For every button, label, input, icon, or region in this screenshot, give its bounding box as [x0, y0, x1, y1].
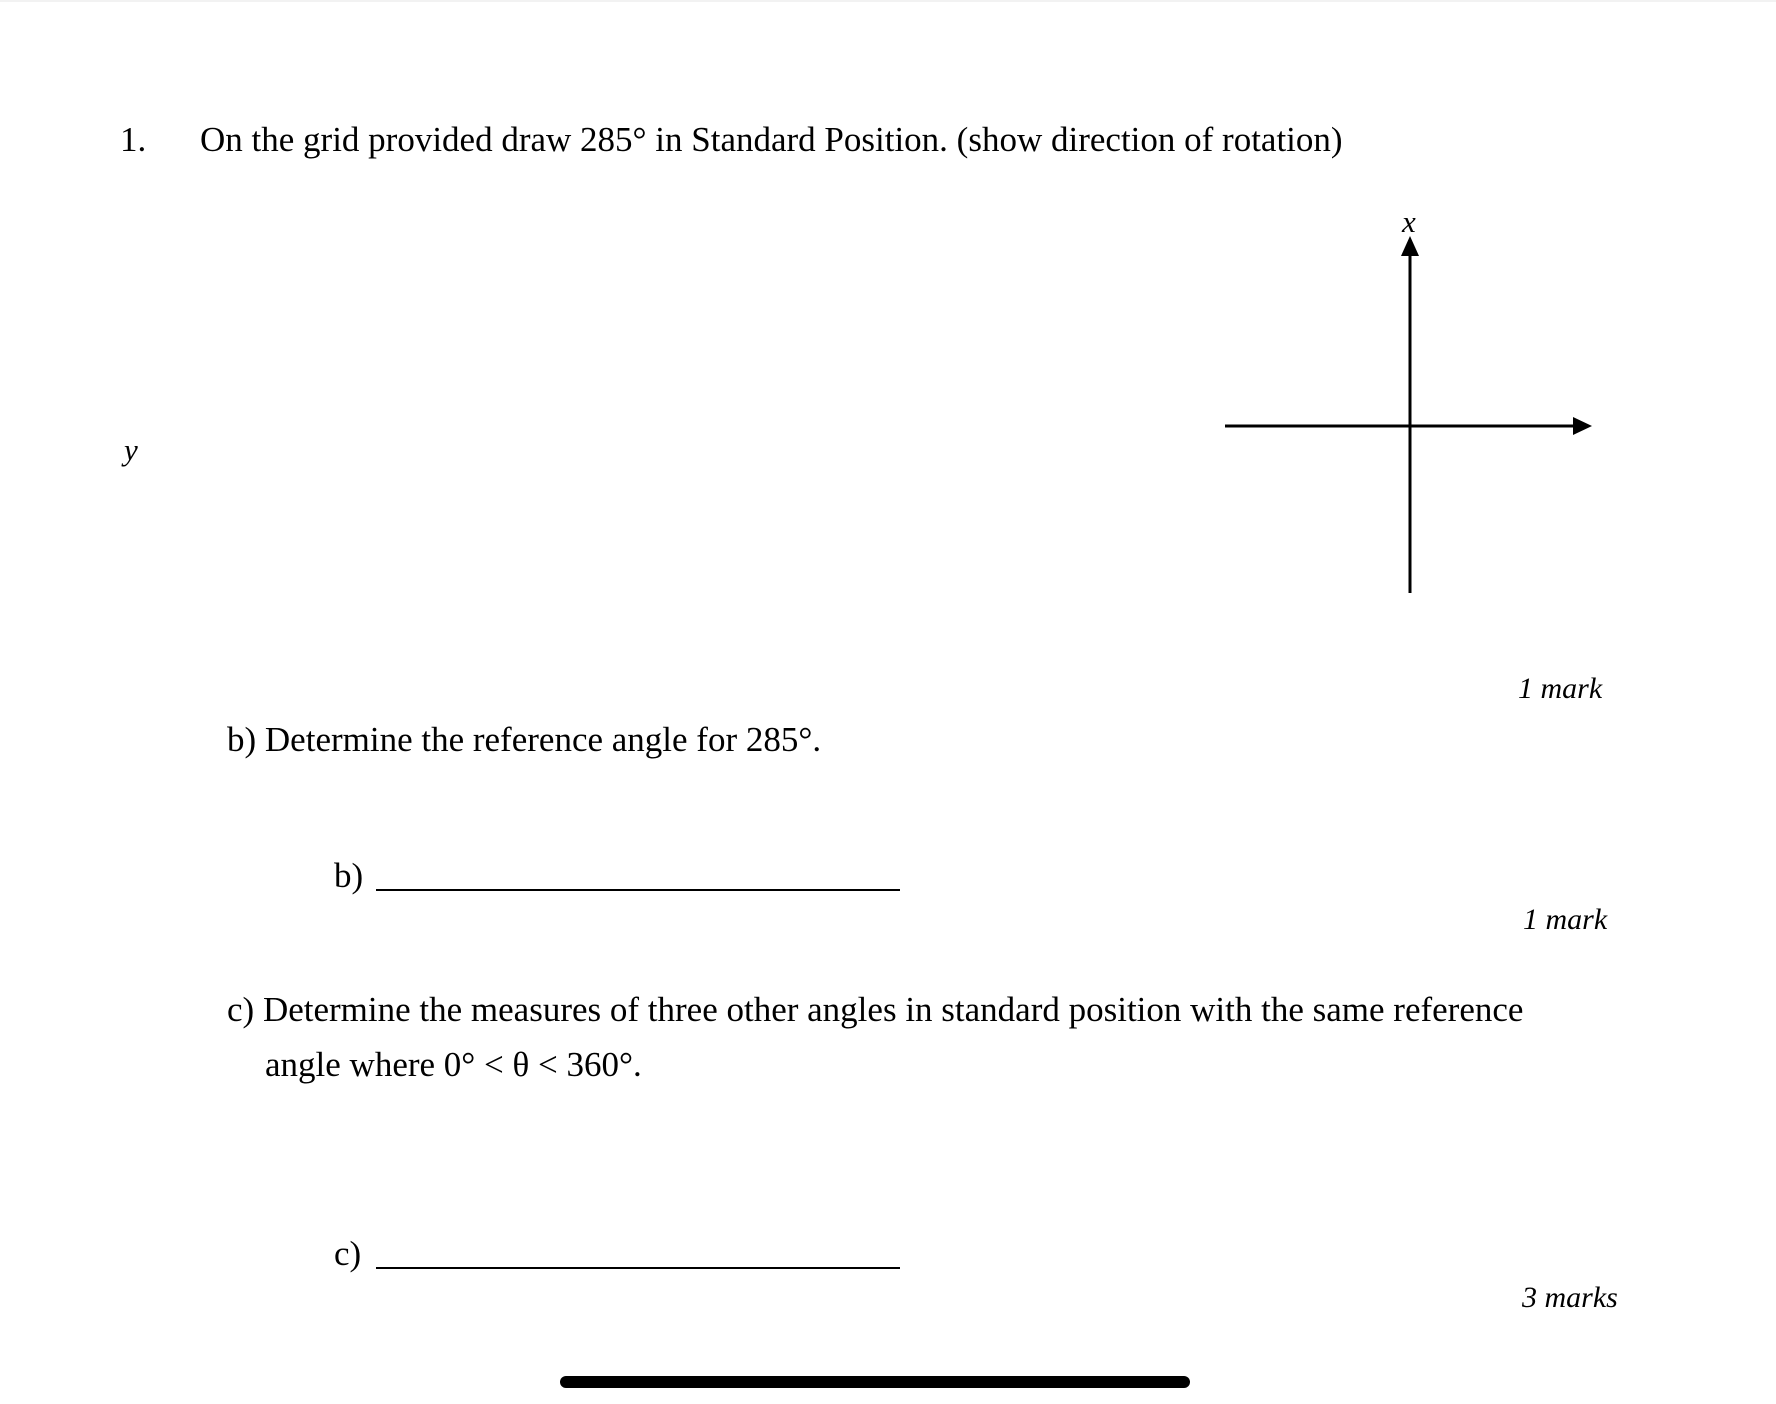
x-axis-label: x [1402, 204, 1416, 239]
home-indicator-bar[interactable] [560, 1376, 1190, 1388]
question-number: 1. [120, 120, 147, 159]
part-c-question-line-1: c) Determine the measures of three other angles in standard position with the same reference [227, 990, 1524, 1029]
question-text: On the grid provided draw 285° in Standard Position. (show direction of rotation) [200, 120, 1343, 159]
part-c-answer-row [334, 1236, 900, 1271]
part-b-answer-line[interactable] [376, 889, 900, 891]
part-c-marks: 3 marks [1522, 1281, 1618, 1314]
part-b-answer-label: b) [334, 856, 364, 895]
vertical-axis-arrowhead [1401, 236, 1419, 256]
part-c-answer-line[interactable] [376, 1267, 900, 1269]
part-b-answer-row [334, 858, 900, 893]
part-c-answer-label: c) [334, 1234, 362, 1273]
horizontal-axis-arrowhead [1573, 417, 1592, 435]
coordinate-grid[interactable] [1200, 230, 1600, 610]
page-top-edge [0, 0, 1776, 2]
part-b-marks: 1 mark [1523, 903, 1608, 936]
part-a-marks: 1 mark [1518, 672, 1603, 705]
y-axis-label: y [124, 432, 138, 467]
part-c-question-line-2: angle where 0° < θ < 360°. [265, 1045, 642, 1084]
part-b-question: b) Determine the reference angle for 285°. [227, 720, 822, 759]
